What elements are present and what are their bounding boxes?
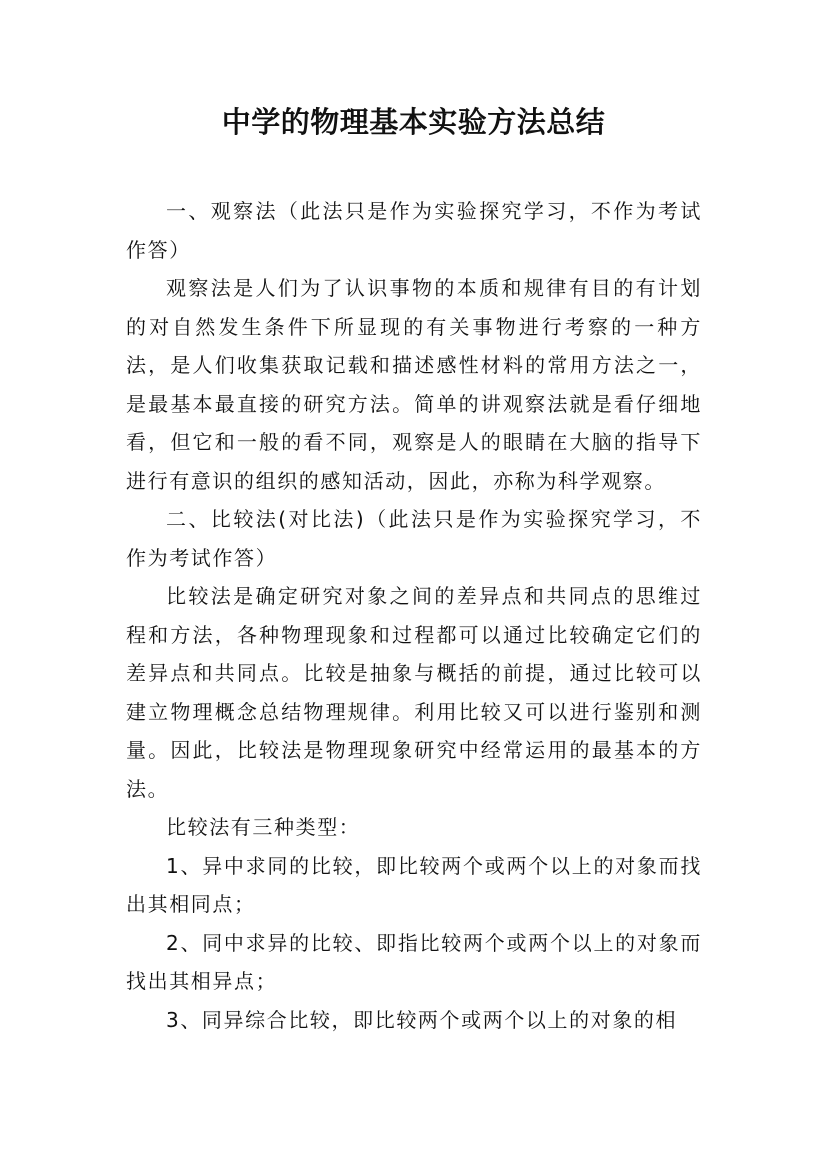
paragraph-observation-text: 观察法是人们为了认识事物的本质和规律有目的有计划的对自然发生条件下所显现的有关事物进行考察的一种方法，是人们收集获取记载和描述感性材料的常用方法之一，是最基本最直接的研究方法。简单的讲观察法就是看仔细地看，但它和一般的看不同，观察是人的眼睛在大脑的指导下进行有意识的组织的感知活动，因此，亦称为科学观察。 [126, 276, 702, 493]
paragraph-type-2: 2、同中求异的比较、即指比较两个或两个以上的对象而找出其相异点； [126, 930, 702, 993]
paragraph-observation-heading: 一、观察法（此法只是作为实验探究学习，不作为考试作答） [126, 199, 702, 262]
paragraph-comparison-types: 比较法有三种类型： [166, 815, 361, 839]
document-body [126, 192, 702, 1039]
document-title: 中学的物理基本实验方法总结 [221, 105, 606, 139]
paragraph-comparison-heading: 二、比较法(对比法)（此法只是作为实验探究学习，不作为考试作答） [126, 507, 702, 570]
paragraph-comparison-text: 比较法是确定研究对象之间的差异点和共同点的思维过程和方法，各种物理现象和过程都可以通过比较确定它们的差异点和共同点。比较是抽象与概括的前提，通过比较可以建立物理概念总结物理规律。利用比较又可以进行鉴别和测量。因此，比较法是物理现象研究中经常运用的最基本的方法。 [126, 584, 702, 801]
paragraph-type-3: 3、同异综合比较，即比较两个或两个以上的对象的相 [166, 1007, 678, 1032]
paragraph-type-1: 1、异中求同的比较，即比较两个或两个以上的对象而找出其相同点； [126, 853, 702, 916]
